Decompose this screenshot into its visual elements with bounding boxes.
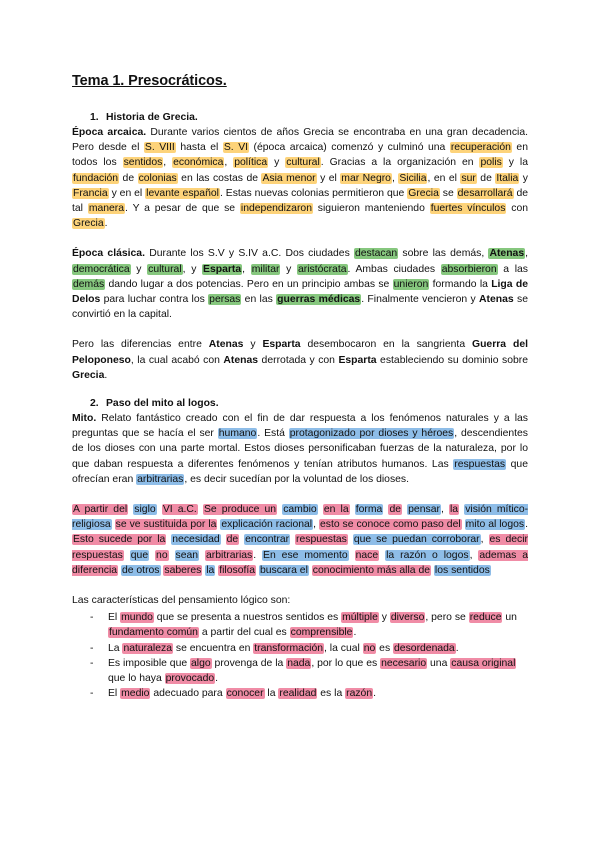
highlight: cultural [286,157,320,169]
highlight: de [226,534,239,546]
text-run: . [353,627,357,639]
highlight: polis [480,157,502,169]
highlight: política [234,157,268,169]
section-heading-historia [90,110,528,125]
text-run: , [163,157,173,169]
text-run: , [525,248,528,260]
text-run: estableciendo su dominio sobre [376,354,528,366]
text-run: y en el [108,187,146,199]
section-heading-text: Historia de Grecia. [106,112,198,123]
text-run: sobre las demás, [398,248,489,260]
text-run: en las [241,294,277,306]
characteristics-list [72,610,528,701]
text-run: que lo haya [108,673,165,685]
text-run: desembocaron en la sangrienta [300,339,472,351]
text-run [221,534,226,545]
highlight: buscara el [259,564,308,576]
highlight: cultural [148,263,182,275]
bold-text: Guerra del Peloponeso [72,339,528,366]
highlight: fundación [73,172,119,184]
highlight: demás [73,278,105,290]
highlight: en la [323,504,349,516]
text-run: y el [316,172,341,184]
text-run: , pero se [425,612,469,624]
highlight: explicación racional [221,519,313,531]
text-run: . [253,549,263,561]
list-item [72,610,528,640]
bold-text: Esparta [338,354,377,366]
highlight: respuestas [296,534,347,546]
text-run: la [264,688,279,700]
highlight: nace [355,549,379,561]
text-run: , en el [427,172,461,184]
highlight: Grecia [408,187,439,199]
text-run: , [313,519,319,531]
highlight: ademas a diferencia [72,549,529,576]
highlight: En ese momento [263,549,348,561]
text-run: . Está [257,428,289,440]
text-run: Durante varios cientos de años Grecia se encontraba en una gran decadencia. Pero desde el [72,127,529,154]
highlight: Esparta [203,263,242,275]
highlight: fuertes vínculos [430,203,506,215]
highlight: la [206,564,215,576]
paragraph-logos [72,502,528,578]
highlight: se ve sustituida por la [115,519,217,531]
highlight: de otros [121,564,160,576]
highlight: realidad [279,688,317,700]
text-run: . [525,519,528,531]
text-run: en todos los [72,142,528,169]
text-run: La [108,642,123,654]
highlight: respuestas [454,458,506,470]
highlight: que [130,549,149,561]
highlight: Italia [496,172,519,184]
highlight: Asia menor [262,172,316,184]
highlight: desordenada [394,642,455,654]
highlight: los sentidos [434,564,490,576]
text-run: El [108,612,121,624]
section-heading-text: Paso del mito al logos. [106,398,219,410]
text-run: , es decir sucedían por la voluntad de los dioses. [184,473,410,485]
highlight: Atenas [489,248,525,260]
text-run: . [104,218,108,230]
highlight: Francia [73,187,108,199]
spacer [72,487,528,502]
highlight: sur [461,172,476,184]
highlight: desarrollará [457,187,513,199]
highlight: comprensible [290,627,353,639]
paragraph-mito [72,411,528,487]
highlight: Se produce un [203,504,277,516]
paragraph-epoca-arcaica [72,125,528,231]
section-number: 2. [90,398,99,410]
highlight: siglo [134,504,156,516]
text-run: y [378,612,390,624]
highlight: persas [209,294,241,306]
text-run: y [130,263,148,275]
text-run [169,550,175,561]
text-run: (época arcaica) comenzó y culminó una [249,142,450,154]
highlight: naturaleza [123,642,172,654]
highlight: que se puedan corroborar [353,534,480,546]
text-run: . [455,642,459,654]
text-run: hasta el [175,142,223,154]
highlight: causa original [451,657,516,669]
text-run: adecuado para [150,688,226,700]
text-run: es la [317,688,346,700]
list-intro: Las características del pensamiento lógico son: [72,595,291,607]
text-run [124,550,130,561]
highlight: la [449,504,459,516]
text-run: , [391,172,399,184]
text-run: . Finalmente vencieron y [361,294,480,306]
text-run: con [506,203,528,215]
text-run: formando la [429,278,492,290]
bold-text: Atenas [479,294,514,306]
highlight: encontrar [245,534,290,546]
highlight: necesario [381,657,427,669]
highlight: recuperación [450,142,511,154]
highlight: reduce [469,612,502,624]
paragraph-epoca-clasica [72,246,528,322]
highlight: provocado [165,673,215,685]
highlight: mito al logos [465,519,525,531]
highlight: Esto sucede por la [73,534,166,546]
text-run: provenga de la [211,657,287,669]
text-run: , [480,534,489,546]
text-run: Durante los S.V y S.IV a.C. Dos ciudades [144,248,354,260]
text-run: se [439,187,457,199]
highlight: militar [251,263,280,275]
highlight: mundo [121,612,153,624]
highlight: forma [355,504,383,516]
paragraph-lead: Mito. [72,413,97,425]
spacer [72,322,528,337]
highlight: democrática [73,263,130,275]
highlight: no [363,642,376,654]
highlight: saberes [164,564,202,576]
highlight: arbitrarias [137,473,184,485]
text-run: , [440,504,449,516]
highlight: nada [287,657,311,669]
paragraph-lead: Época arcaica. [72,127,147,138]
text-run: para luchar contra los [100,294,209,306]
highlight: razón [346,688,373,700]
text-run: de [119,172,138,184]
page-title: Tema 1. Presocráticos. [72,73,227,89]
highlight: destacan [355,248,398,260]
highlight: necesidad [172,534,220,546]
paragraph-lead: Época clásica. [72,248,145,260]
highlight: conocer [226,688,264,700]
highlight: A partir del [73,504,128,516]
highlight: levante español [146,187,219,199]
text-run: y [243,339,263,351]
highlight: esto se conoce como paso del [319,519,461,531]
highlight: humano [218,428,257,440]
highlight: es decir respuestas [72,534,528,561]
highlight: no [156,549,168,561]
spacer [72,231,528,246]
text-run: . Ambas ciudades [347,263,441,275]
highlight: independizaron [240,203,312,215]
text-run: . Estas nuevas colonias permitieron que [219,187,408,199]
highlight: la razón o logos [386,549,469,561]
text-run: . Gracias a la organización en [320,157,480,169]
highlight: S. VI [223,142,249,154]
text-run: que ofrecían eran [72,458,528,485]
highlight: arbitrarias [206,549,253,561]
highlight: protagonizado por dioses y héroes [289,428,454,440]
text-run: y la [502,157,528,169]
text-run: un [502,612,517,624]
text-run: El [108,688,121,700]
text-run: a partir del cual es [198,627,290,639]
text-run: derrotada y con [258,354,339,366]
text-run: de tal [72,187,528,215]
highlight: manera [88,203,125,215]
highlight: múltiple [342,612,378,624]
highlight: S. VIII [144,142,175,154]
highlight: transformación [254,642,324,654]
highlight: mar Negro [341,172,391,184]
highlight: sentidos [123,157,163,169]
highlight: fundamento común [109,627,198,639]
highlight: aristócrata [297,263,347,275]
list-item [72,641,528,656]
highlight: Grecia [73,218,104,230]
highlight: guerras médicas [277,294,361,306]
highlight: absorbieron [441,263,497,275]
bold-text: Esparta [262,339,301,351]
text-run: . [215,673,219,685]
text-run: en las costas de [177,172,262,184]
text-run: es [376,642,394,654]
highlight: VI a.C. [162,504,197,516]
text-run: y [268,157,286,169]
text-run: , [242,263,251,275]
text-run: , por lo que es [311,657,381,669]
text-run: . [373,688,377,700]
text-run: dando lugar a dos potencias. Pero en un principio ambas se [105,278,393,290]
bold-text: Grecia [72,369,105,381]
text-run: , [224,157,234,169]
highlight: diverso [390,612,425,624]
text-run: , descendientes de los dioses con una parte mortal. Estos dioses personificaban fuerzas de la naturaleza, por lo que daban respuesta a diferentes fenómenos y tenían atributos humanos. Las [72,428,528,470]
bold-text: Atenas [223,354,259,366]
text-run: . Y a pesar de que se [125,203,240,215]
highlight: económica [173,157,224,169]
highlight: de [389,504,402,516]
section-heading-mito-logos [90,396,528,411]
text-run: siguieron manteniendo [312,203,430,215]
list-item [72,686,528,701]
text-run: Es imposible que [108,657,191,669]
section-number: 1. [90,112,99,123]
text-run [350,504,355,515]
highlight: algo [191,657,211,669]
spacer [72,578,528,593]
text-run: de [476,172,496,184]
bold-text: Liga de Delos [72,278,528,306]
highlight: conocimiento más alla de [312,564,431,576]
text-run: y [280,263,297,275]
text-run: . [104,369,108,381]
text-run: , la cual acabó con [130,354,224,366]
text-run [349,550,355,561]
highlight: cambio [283,504,317,516]
spacer [72,383,528,396]
highlight: sean [175,549,199,561]
text-run: y [519,172,528,184]
highlight: filosofía [219,564,256,576]
text-run: que se presenta a nuestros sentidos es [153,612,342,624]
highlight: unieron [393,278,429,290]
highlight: visión mítico-religiosa [72,504,529,531]
text-run: se encuentra en [172,642,254,654]
paragraph-guerra [72,337,528,383]
text-run: una [427,657,451,669]
list-item [72,656,528,686]
highlight: pensar [408,504,440,516]
highlight: medio [121,688,150,700]
highlight: colonias [138,172,177,184]
text-run: , [469,549,479,561]
text-run: Relato fantástico creado con el fin de dar respuesta a los fenómenos naturales y a las preguntas que se hacía el ser [72,413,528,440]
highlight: Sicilia [399,172,427,184]
text-run: , y [182,263,203,275]
bold-text: Atenas [208,339,244,351]
text-run: , la cual [324,642,363,654]
text-run: a las [497,263,529,275]
text-run: Pero las diferencias entre [72,339,209,351]
text-run: se convirtió en la capital. [72,294,528,321]
